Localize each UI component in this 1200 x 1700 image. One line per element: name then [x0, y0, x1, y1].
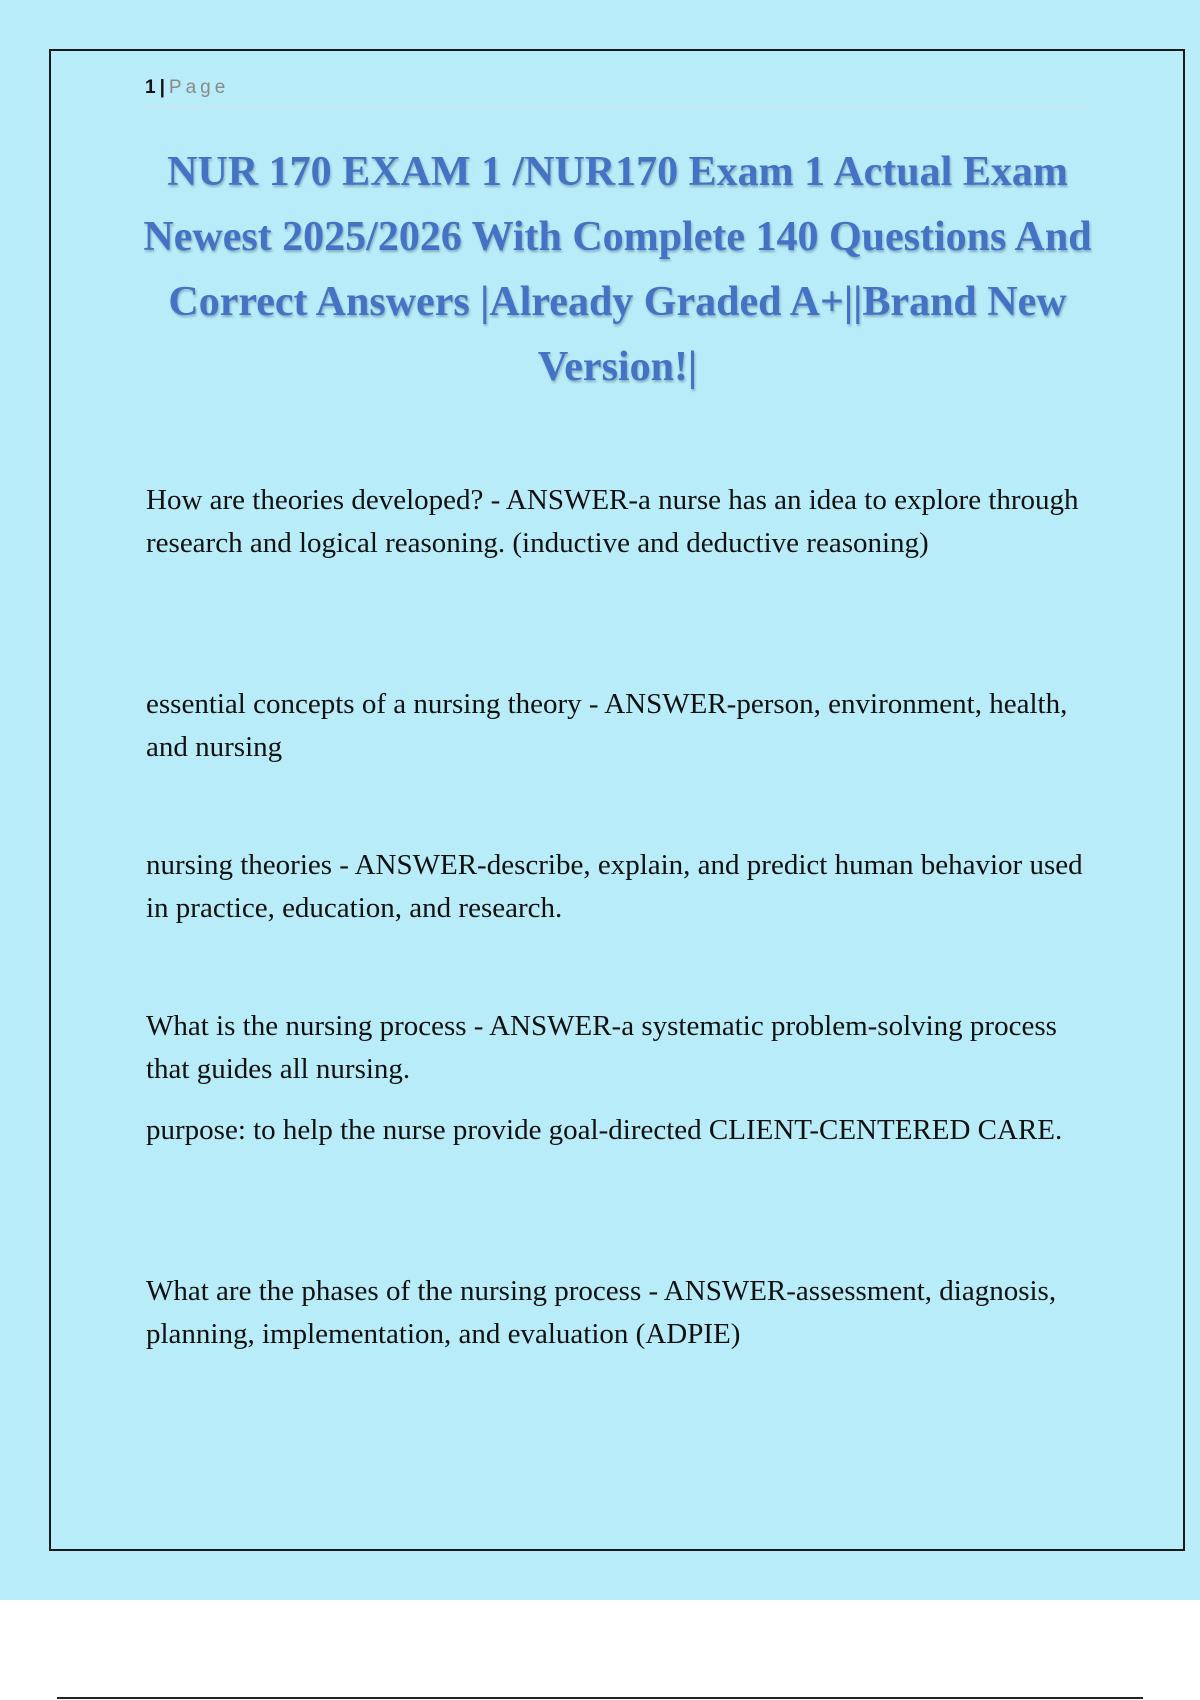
next-page-divider [57, 1697, 1143, 1699]
page-number: 1 [145, 77, 156, 98]
qa-item-phases: What are the phases of the nursing process - ANSWER-assessment, diagnosis, planning, implementation, and evaluation (ADPIE) [146, 1275, 1057, 1350]
qa-item-purpose: purpose: to help the nurse provide goal-directed CLIENT-CENTERED CARE. [146, 1114, 1063, 1146]
qa-item-theories-developed: How are theories developed? - ANSWER-a nurse has an idea to explore through research and logical reasoning. (inductive and deductive reasoning) [146, 484, 1079, 559]
qa-item-nursing-process: What is the nursing process - ANSWER-a systematic problem-solving process that guides all nursing. [146, 1010, 1057, 1085]
qa-item-nursing-theories: nursing theories - ANSWER-describe, explain, and predict human behavior used in practice, education, and research. [146, 849, 1083, 924]
page-header [145, 74, 1090, 107]
qa-item-essential-concepts: essential concepts of a nursing theory - ANSWER-person, environment, health, and nursing [146, 688, 1068, 763]
page-label: Page [168, 77, 230, 98]
document-title: NUR 170 EXAM 1 /NUR170 Exam 1 Actual Exam Newest 2025/2026 With Complete 140 Questions And Correct Answers |Already Graded A+||Brand New Version!| [143, 149, 1092, 390]
page-separator: | [159, 77, 165, 98]
